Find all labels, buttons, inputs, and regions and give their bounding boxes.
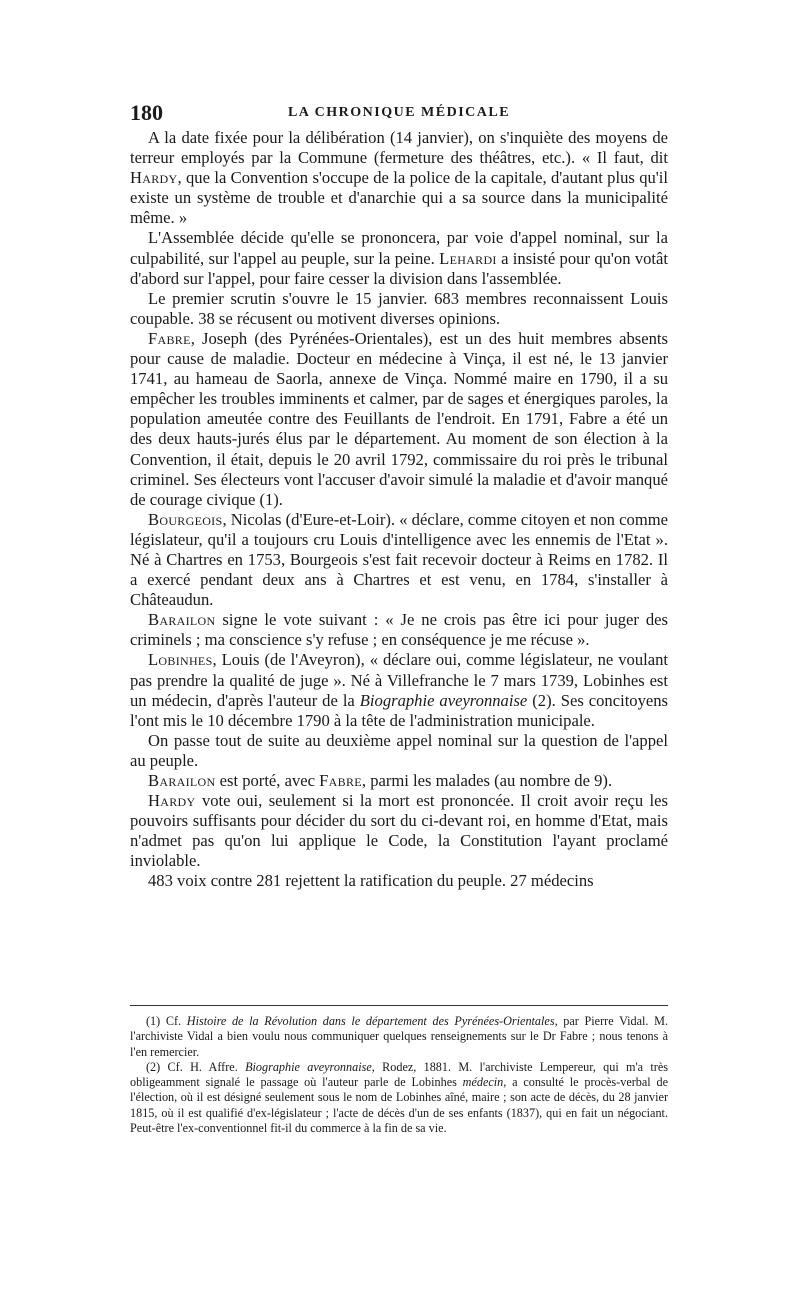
page-header	[130, 100, 668, 128]
person-name: Fabre	[148, 328, 191, 348]
person-name: Lobinhes	[148, 650, 213, 670]
paragraph: On passe tout de suite au deuxième appel nominal sur la question de l'appel au peuple.	[130, 730, 668, 770]
person-name: Fabre	[319, 771, 362, 790]
paragraph: Barailon signe le vote suivant : « Je ne crois pas être ici pour juger des criminels ; ma conscience s'y refuse ; en conséquence je me récuse ».	[130, 610, 668, 650]
person-name: Hardy	[130, 168, 178, 188]
footnotes	[130, 1014, 668, 1136]
paragraph: Hardy vote oui, seulement si la mort est prononcée. Il croit avoir reçu les pouvoirs suffisants pour décider du sort du ci-devant roi, en homme d'Etat, mais n'admet pas qu'on lui applique le Code, la Constitution l'ayant proclamé inviolable.	[130, 791, 668, 871]
emphasis: médecin	[462, 1075, 504, 1090]
book-title: Biographie aveyronnaise	[359, 690, 528, 710]
book-title: Biographie aveyronnaise	[245, 1059, 372, 1074]
body-text	[130, 128, 668, 892]
person-name: Barailon	[148, 771, 216, 790]
running-title: LA CHRONIQUE MÉDICALE	[287, 105, 511, 120]
paragraph: 483 voix contre 281 rejettent la ratification du peuple. 27 médecins	[148, 871, 594, 891]
page-number: 180	[130, 100, 163, 125]
footnote-divider	[130, 1005, 668, 1006]
paragraph: Le premier scrutin s'ouvre le 15 janvier. 683 membres reconnaissent Louis coupable. 38 se récusent ou motivent diverses opinions.	[130, 288, 668, 328]
person-name: Bourgeois	[148, 509, 223, 529]
paragraph: A la date fixée pour la délibération (14 janvier), on s'inquiète des moyens de terreur employés par la Commune (fermeture des théâtres, etc.). « Il faut, dit Hardy, que la Convention s'occupe de la police de la capitale, d'autant plus qu'il existe un système de trouble et d'anarchie qui a sa source dans la municipalité même. »	[130, 128, 668, 228]
paragraph: Lobinhes, Louis (de l'Aveyron), « déclare oui, comme législateur, ne voulant pas prendre la qualité de juge ». Né à Villefranche le 7 mars 1739, Lobinhes est un médecin, d'après l'auteur de la Biographie aveyronnaise (2). Ses concitoyens l'ont mis le 10 décembre 1790 à la tête de l'administration municipale.	[130, 650, 669, 730]
paragraph: L'Assemblée décide qu'elle se prononcera, par voie d'appel nominal, sur la culpabilité, sur l'appel au peuple, sur la peine. Lehardi a insisté pour qu'on votât d'abord sur l'appel, pour faire cesser la division dans l'assemblée.	[130, 228, 669, 288]
footnote: (2) Cf. H. Affre. Biographie aveyronnaise, Rodez, 1881. M. l'archiviste Lempereur, qui m'a très obligeamment signalé le passage où l'auteur parle de Lobinhes médecin, a consulté le procès-verbal de l'élection, où il est désigné seulement sous le nom de Lobinhes aîné, maire ; son acte de décès, du 28 janvier 1815, où il est qualifié d'ex-législateur ; l'acte de décès d'un de ses enfants (1837), qui en fait un négociant. Peut-être l'ex-conventionnel fit-il du commerce à la fin de sa vie.	[130, 1059, 668, 1136]
person-name: Lehardi	[439, 248, 497, 268]
person-name: Hardy	[148, 791, 196, 811]
book-title: Histoire de la Révolution dans le département des Pyrénées-Orientales	[186, 1014, 555, 1028]
person-name: Barailon	[148, 610, 216, 630]
paragraph: Barailon est porté, avec Fabre, parmi les malades (au nombre de 9).	[148, 771, 613, 790]
footnote: (1) Cf. Histoire de la Révolution dans le département des Pyrénées-Orientales, par Pierre Vidal. M. l'archiviste Vidal a bien voulu nous communiquer quelques renseignements sur le Dr Fabre ; nous tenons à l'en remercier.	[130, 1014, 669, 1059]
paragraph: Fabre, Joseph (des Pyrénées-Orientales), est un des huit membres absents pour cause de maladie. Docteur en médecine à Vinça, il est né, le 13 janvier 1741, au hameau de Saorla, annexe de Vinça. Nommé maire en 1790, il a su empêcher les troubles imminents et calmer, par de sages et énergiques paroles, la population ameutée contre des Feuillants de l'endroit. En 1791, Fabre a été un des deux hauts-jurés élus par le département. Au moment de son élection à la Convention, il était, depuis le 20 avril 1792, commissaire du roi près le tribunal criminel. Ses électeurs vont l'accuser d'avoir simulé la maladie et d'avoir manqué de courage civique (1).	[130, 328, 668, 509]
paragraph: Bourgeois, Nicolas (d'Eure-et-Loir). « déclare, comme citoyen et non comme législateur, qu'il a toujours cru Louis d'intelligence avec les ennemis de l'Etat ». Né à Chartres en 1753, Bourgeois s'est fait recevoir docteur à Reims en 1782. Il a exercé pendant deux ans à Chartres et est venu, en 1784, s'installer à Châteaudun.	[130, 509, 668, 610]
